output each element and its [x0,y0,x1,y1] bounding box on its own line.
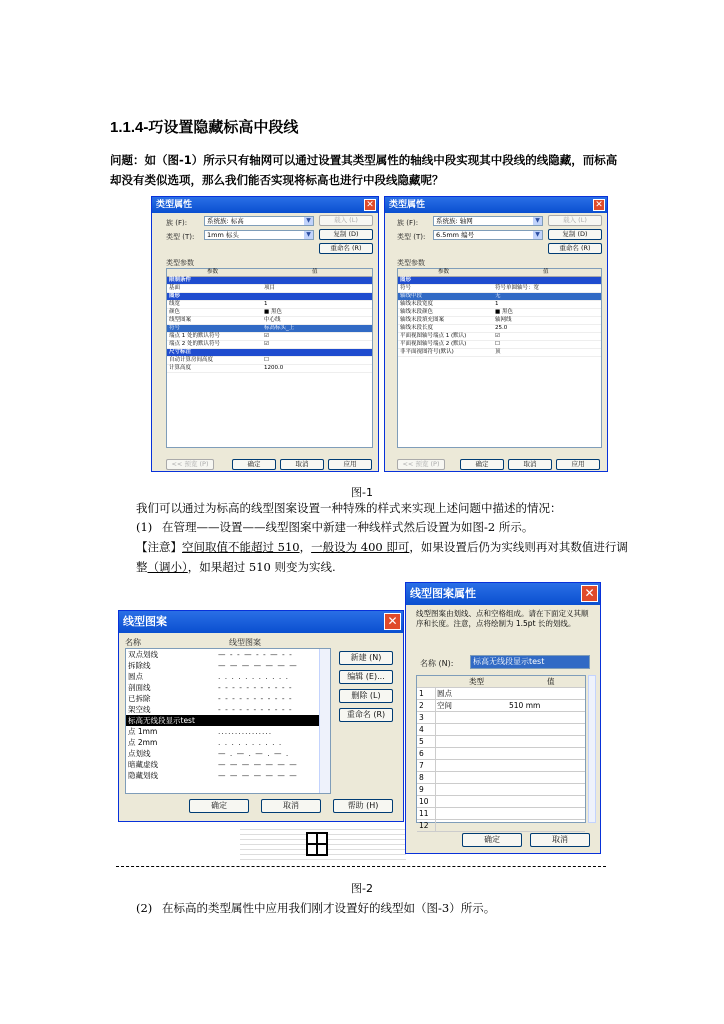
level-type-properties-dialog [151,196,379,472]
step1-number: (1) [136,520,153,534]
section-heading: 1.1.4-巧设置隐藏标高中段线 [110,119,299,136]
line-pattern-preview: . . . . . . . . . . [218,738,283,747]
param-value: 顶 [495,349,501,355]
step1-text: 在管理——设置——线型图案中新建一种线样式然后设置为如图-2 所示。 [162,520,534,534]
col-name: 名称 [125,638,141,647]
pattern-row[interactable] [417,724,585,736]
param-value: 1 [264,301,268,307]
chevron-down-icon: ▼ [533,217,542,225]
param-name: 线型图案 [169,317,192,323]
cancel-button[interactable]: 取消 [530,833,590,847]
line-patterns-dialog [118,610,404,822]
pattern-row[interactable] [417,736,585,748]
param-row[interactable] [167,325,372,333]
param-row[interactable] [167,357,372,365]
line-pattern-name: 点 2mm [128,738,158,747]
note-adjust: ，如果设置后仍为实线则再对其数值进行调整 [136,540,628,574]
ok-button[interactable]: 确定 [460,459,504,470]
note-sep: ， [299,540,312,554]
pattern-row[interactable] [417,712,585,724]
line-pattern-item[interactable] [126,704,330,715]
line-pattern-preview: — . — . — . — . [218,749,290,758]
param-name: 基面 [169,285,181,291]
param-row[interactable] [398,285,601,293]
rename-button[interactable]: 重命名 (R) [548,243,602,254]
line-pattern-preview: — - - — - - — - - [218,650,293,659]
ok-button[interactable]: 确定 [189,799,249,813]
param-row[interactable] [398,317,601,325]
ok-button[interactable]: 确定 [462,833,522,847]
dialog-title: 线型图案 [123,615,167,628]
param-value: ■ 黑色 [264,309,282,315]
close-icon[interactable]: ✕ [384,613,401,630]
dialog-title: 线型图案属性 [410,587,476,600]
pattern-row[interactable] [417,700,585,712]
row-index: 6 [417,748,436,759]
type-params-label: 类型参数 [166,259,194,267]
type-select[interactable] [433,230,543,240]
param-row[interactable] [398,349,601,357]
param-value: ■ 黑色 [495,309,513,315]
edit-button[interactable]: 编辑 (E)... [339,670,393,684]
param-name: 自动计算房间高度 [169,357,214,363]
load-button[interactable]: 载入 (L) [319,215,373,226]
pattern-row[interactable] [417,820,585,832]
line-pattern-preview: - - - - - - - - - - - [218,705,293,714]
duplicate-button[interactable]: 复制 (D) [319,229,373,240]
ok-button[interactable]: 确定 [232,459,276,470]
param-name: 颜色 [169,309,181,315]
type-params-label: 类型参数 [397,259,425,267]
chevron-down-icon: ▼ [304,231,313,239]
line-pattern-preview: - - - - - - - - - - - [218,694,293,703]
family-label: 族 (F): [397,219,419,227]
line-pattern-item[interactable] [126,671,330,682]
param-name: 计算高度 [169,365,192,371]
param-name: 图形 [169,293,181,299]
row-index: 11 [417,808,436,819]
params-rows [167,277,372,373]
level-dashed-line [116,866,606,867]
rename-button[interactable]: 重命名 (R) [339,708,393,722]
type-value: 6.5mm 编号 [436,231,475,239]
pattern-row[interactable] [417,748,585,760]
params-grid[interactable] [397,268,602,448]
scrollbar[interactable] [319,649,330,793]
param-row[interactable] [167,349,372,357]
type-label: 类型 (T): [397,233,426,241]
line-pattern-item[interactable] [126,737,330,748]
col-value: 值 [547,677,555,686]
param-name: 平面视图轴号端点 2 (默认) [400,341,467,347]
param-row[interactable] [167,301,372,309]
family-value: 系统族: 轴网 [436,217,473,225]
line-pattern-name: 标高无线段显示test [128,716,195,725]
param-name: 非平面视图符号(默认) [400,349,454,355]
pattern-row[interactable] [417,784,585,796]
param-value: 1200.0 [264,365,284,371]
row-index: 8 [417,772,436,783]
description-text: 线型图案由划线、点和空格组成。请在下面定义其顺序和长度。注意，点将绘制为 1.5pt 长的划线。 [416,609,589,628]
line-pattern-name: 剖面线 [128,683,151,692]
param-row[interactable] [398,293,601,301]
pattern-row[interactable] [417,772,585,784]
param-row[interactable] [167,317,372,325]
note-solid: ，如果超过 510 则变为实线. [187,560,336,574]
line-pattern-item[interactable] [126,693,330,704]
cancel-button[interactable]: 取消 [508,459,552,470]
note-limit: 空间取值不能超过 510 [182,540,300,554]
window-symbol [306,832,328,856]
param-value: 25.0 [495,325,508,331]
param-value: 中心线 [264,317,281,323]
row-type: 圆点 [437,689,452,698]
pattern-rows [417,688,585,832]
type-label: 类型 (T): [166,233,195,241]
param-row[interactable] [398,325,601,333]
param-row[interactable] [167,293,372,301]
line-pattern-name: 隐藏划线 [128,771,158,780]
line-pattern-name: 圆点 [128,672,143,681]
param-row[interactable] [398,301,601,309]
line-pattern-item[interactable] [126,660,330,671]
param-value: ☑ [495,333,500,339]
param-row[interactable] [398,341,601,349]
note-prefix: 【注意】 [136,540,182,554]
param-row[interactable] [167,333,372,341]
line-pattern-name: 拆除线 [128,661,151,670]
col-type: 类型 [469,677,484,686]
close-icon[interactable]: ✕ [593,199,605,211]
param-name: 限制条件 [169,277,192,283]
row-index: 4 [417,724,436,735]
line-pattern-name: 点划线 [128,749,151,758]
scrollbar[interactable] [588,675,596,823]
param-name: 轴线末段填充图案 [400,317,445,323]
param-row[interactable] [167,341,372,349]
cancel-button[interactable]: 取消 [261,799,321,813]
param-value: 轴网线 [495,317,512,323]
param-row[interactable] [398,277,601,285]
param-name: 轴线末段颜色 [400,309,434,315]
line-pattern-preview: ................ [218,727,273,736]
grid-header [167,269,372,277]
line-pattern-name: 点 1mm [128,727,158,736]
preview-button[interactable]: << 预览 (P) [397,459,445,470]
close-icon[interactable]: ✕ [581,585,598,602]
dialog-titlebar [152,197,378,213]
close-icon[interactable]: ✕ [364,199,376,211]
name-label: 名称 (N): [420,659,454,668]
figure1-caption: 图-1 [351,486,373,499]
preview-button[interactable]: << 预览 (P) [166,459,214,470]
row-index: 9 [417,784,436,795]
row-type: 空间 [437,701,452,710]
param-name: 轴线中段 [400,293,423,299]
params-rows [398,277,601,357]
param-name: 线宽 [169,301,181,307]
param-value: 符号单圆轴号：宽 [495,285,540,291]
type-select[interactable] [204,230,314,240]
col-value: 值 [312,269,318,275]
line-pattern-item[interactable] [126,748,330,759]
dialog-titlebar [385,197,607,213]
line-pattern-name: 双点划线 [128,650,158,659]
family-label: 族 (F): [166,219,188,227]
param-row[interactable] [398,333,601,341]
line-pattern-rows [126,649,330,781]
row-index: 12 [417,820,436,831]
line-pattern-item[interactable] [126,726,330,737]
pattern-row[interactable] [417,688,585,700]
param-value: 1 [495,301,499,307]
help-button[interactable]: 帮助 (H) [333,799,393,813]
row-index: 2 [417,700,436,711]
param-name: 符号 [169,325,181,331]
line-pattern-item[interactable] [126,715,330,726]
pattern-row[interactable] [417,796,585,808]
name-input[interactable]: 标高无线段显示test [470,655,590,669]
grid-type-properties-dialog [384,196,608,472]
row-index: 1 [417,688,436,699]
step2-number: (2) [136,901,153,915]
pattern-row[interactable] [417,760,585,772]
type-value: 1mm 标头 [207,231,239,239]
row-index: 7 [417,760,436,771]
param-row[interactable] [167,277,372,285]
param-name: 端点 2 处的默认符号 [169,341,220,347]
col-param: 参数 [438,269,450,275]
family-select[interactable] [433,216,543,226]
col-pattern: 线型图案 [229,638,261,647]
apply-button[interactable]: 应用 [328,459,372,470]
line-pattern-item[interactable] [126,649,330,660]
param-row[interactable] [398,309,601,317]
family-select[interactable] [204,216,314,226]
param-name: 图形 [400,277,412,283]
line-pattern-preview: — — — — — — — [218,760,298,769]
delete-button[interactable]: 删除 (L) [339,689,393,703]
line-pattern-name: 已拆除 [128,694,151,703]
param-name: 符号 [400,285,412,291]
line-pattern-preview: — — — — — — — [218,661,298,670]
param-name: 轴线末段长度 [400,325,434,331]
load-button[interactable]: 载入 (L) [548,215,602,226]
param-value: ☐ [495,341,500,347]
grid-header [417,676,585,688]
row-index: 3 [417,712,436,723]
param-name: 尺寸标注 [169,349,192,355]
col-value: 值 [543,269,549,275]
param-value: ☑ [264,333,269,339]
line-pattern-item[interactable] [126,759,330,770]
param-value: 标高标头_上 [264,325,295,331]
line-pattern-preview: — — — — — — — [218,771,298,780]
note-recommend: 一般设为 400 即可 [311,540,410,554]
param-value: 项目 [264,285,276,291]
param-value: ☑ [264,341,269,347]
row-index: 10 [417,796,436,807]
chevron-down-icon: ▼ [304,217,313,225]
step2-text: 在标高的类型属性中应用我们刚才设置好的线型如（图-3）所示。 [162,901,496,915]
question-text: 问题：如（图-1）所示只有轴网可以通过设置其类型属性的轴线中段实现其中段线的线隐藏，而标高却没有类似选项，那么我们能否实现将标高也进行中段线隐藏呢？ [110,153,618,187]
intro-paragraph: 我们可以通过为标高的线型图案设置一种特殊的样式来实现上述问题中描述的情况： [136,501,562,515]
line-pattern-list[interactable] [125,648,331,794]
param-name: 平面视图轴号端点 1 (默认) [400,333,467,339]
param-name: 轴线末段宽度 [400,301,434,307]
pattern-row[interactable] [417,808,585,820]
pattern-grid[interactable] [416,675,586,830]
dialog-title: 类型属性 [156,200,193,210]
param-row[interactable] [167,285,372,293]
family-value: 系统族: 标高 [207,217,244,225]
line-pattern-name: 暗藏虚线 [128,760,158,769]
line-pattern-item[interactable] [126,682,330,693]
apply-button[interactable]: 应用 [556,459,600,470]
duplicate-button[interactable]: 复制 (D) [548,229,602,240]
dialog-titlebar [406,583,600,605]
param-value: ☐ [264,357,269,363]
param-row[interactable] [167,365,372,373]
figure2-caption: 图-2 [351,882,373,895]
chevron-down-icon: ▼ [533,231,542,239]
line-pattern-preview: . . . . . . . . . . . [218,672,290,681]
param-row[interactable] [167,309,372,317]
line-pattern-preview: - - - - - - - - - - - [218,683,293,692]
note-smaller: （调小） [147,560,188,574]
rename-button[interactable]: 重命名 (R) [319,243,373,254]
param-name: 端点 1 处的默认符号 [169,333,220,339]
line-pattern-item[interactable] [126,770,330,781]
row-index: 5 [417,736,436,747]
param-value: 无 [495,293,501,299]
cancel-button[interactable]: 取消 [280,459,324,470]
grid-header [398,269,601,277]
note-paragraph [136,537,636,577]
line-pattern-name: 架空线 [128,705,151,714]
params-grid[interactable] [166,268,373,448]
row-value: 510 mm [509,701,541,710]
new-button[interactable]: 新建 (N) [339,651,393,665]
dialog-titlebar [119,611,403,633]
line-pattern-properties-dialog [405,582,601,854]
dialog-title: 类型属性 [389,200,426,210]
col-param: 参数 [207,269,219,275]
